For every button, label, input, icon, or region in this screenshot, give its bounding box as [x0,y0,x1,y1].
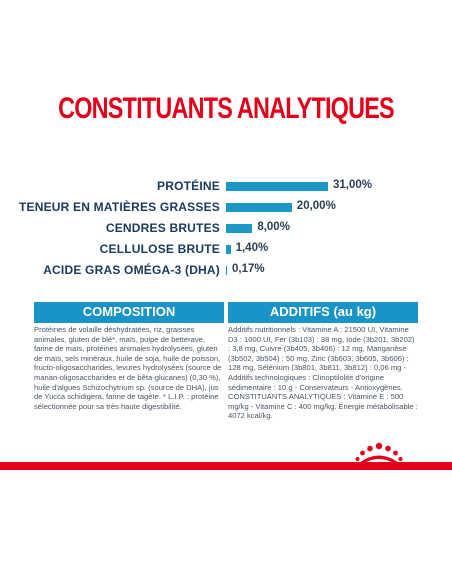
analytic-label: TENEUR EN MATIÈRES GRASSES [18,200,220,214]
additifs-divider [228,322,418,323]
footer-band [0,462,452,470]
composition-divider [34,322,224,323]
analytic-bar [226,182,328,191]
analytic-bar [226,203,292,212]
analytic-row [0,178,452,196]
analytic-label: CENDRES BRUTES [105,221,220,235]
analytic-row [0,199,452,217]
analytic-row [0,220,452,238]
additifs-header: ADDITIFS (au kg) [228,302,418,322]
analytic-value: 20,00% [296,200,336,212]
analytic-value: 8,00% [257,221,290,233]
composition-header: COMPOSITION [34,302,224,322]
analytic-value: 1,40% [235,242,269,254]
analytic-label: ACIDE GRAS OMÉGA-3 (DHA) [43,263,220,277]
analytic-row [0,241,452,259]
analytic-label: PROTÉINE [157,179,220,193]
analytic-bar [226,245,231,254]
analytic-bar [226,266,227,275]
analytic-label: CELLULOSE BRUTE [99,242,220,256]
additifs-text: Additifs nutritionnels : Vitamine A : 21500 UI, Vitamine D3 : 1000 UI, Fer (3b103) : 38 mg, Iode (3b201, 3b202) : 3,8 mg, Cuivre (3b405, 3b406) : 12 mg, Manganèse (3b502, 3b504) : 50 mg, Zinc (3b603, 3b605, 3b606) : 128 mg, Sélénium (3b801, 3b811, 3b812) : 0,06 mg - Additifs technologiques : Clinoptilolite d'origine sédimentaire : 10 g - Conservateurs - Antioxygènes. CONSTITUANTS ANALYTIQUES : Vitamine E : 500 mg/kg - Vitamine C : 400 mg/kg. Énergie métabolisable : 4072 kcal/kg. [228,325,418,421]
analytic-value: 0,17% [232,263,265,275]
analytic-row [0,262,452,280]
analytic-value: 31,00% [333,179,373,191]
composition-text: Protéines de volaille déshydratées, riz, graisses animales, gluten de blé*, maïs, pulpe de betterave, farine de maïs, protéines animales hydrolysées, gluten de maïs, sels minéraux, huile de soja, huile de poisson, fructo-oligosaccharides, levures hydrolysées (source de manan-oligosaccharides et de bêta-glucanes) (0,30 %), huile d'algues Schizochytrium sp. (source de DHA), jus de Yucca schidigera, farine de tagète. * L.I.P. : protéine sélectionnée pour sa très haute digestibilité. [34,325,222,411]
page-title: CONSTITUANTS ANALYTIQUES [58,92,394,125]
analytic-bar [226,224,252,233]
